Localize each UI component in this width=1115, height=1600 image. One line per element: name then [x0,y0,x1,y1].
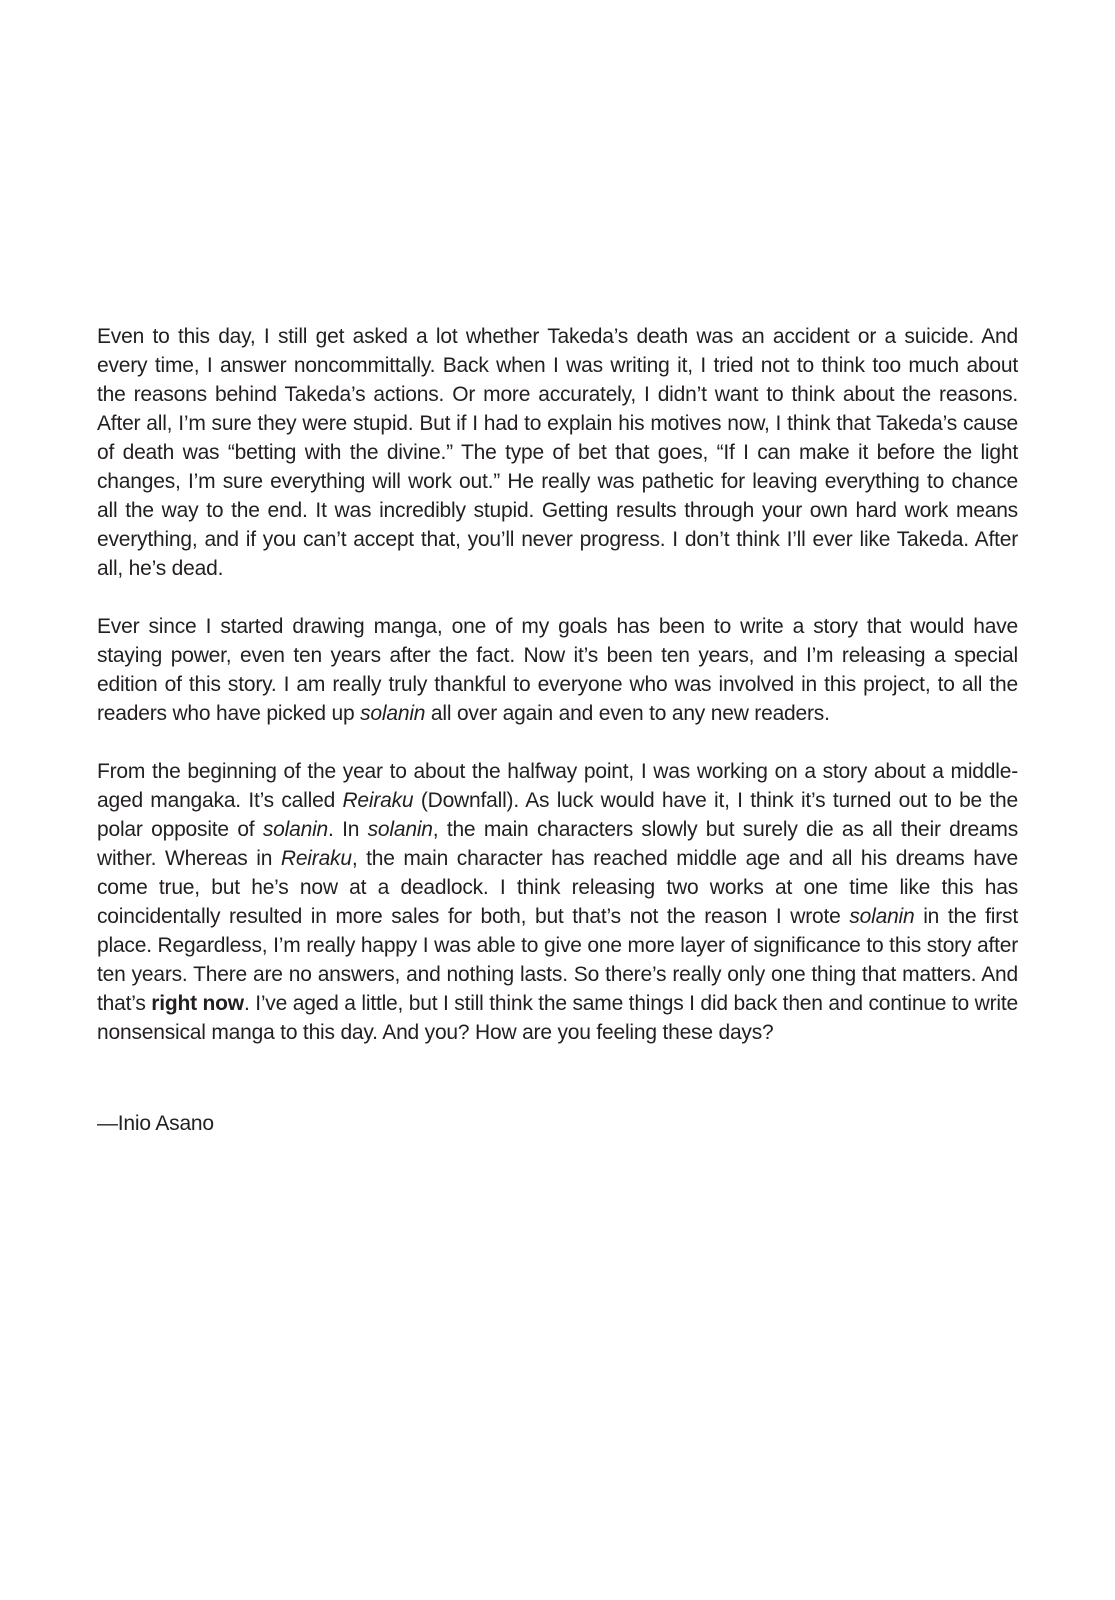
text-segment: (Downfall). As luck would have it, I think it’s turned out to be the polar opposite of [97,789,1019,841]
paragraph [97,322,1018,583]
text-segment-bold: right now [151,992,244,1015]
text-segment-italic: solanin [360,702,426,725]
text-segment: . I’ve aged a little, but I still think the same things I did back then and continue to write nonsensical manga to this day. And you? How are you feeling these days? [97,992,1018,1044]
text-segment-italic: solanin [367,818,433,841]
text-segment: From the beginning of the year to about the halfway point, I was working on a story about a middle-aged mangaka. It’s called [97,760,1018,812]
afterword-paragraphs [97,322,1018,1047]
text-segment-italic: solanin [849,905,915,928]
text-segment: in the first place. Regardless, I’m really happy I was able to give one more layer of significance to this story after ten years. There are no answers, and nothing lasts. So there’s really only one thing that matters. And that’s [97,905,1018,1015]
text-segment: all over again and even to any new readers. [425,702,830,725]
text-segment: , the main characters slowly but surely die as all their dreams wither. Whereas in [97,818,1018,870]
afterword-text [97,322,1018,1138]
text-segment-italic: Reiraku [342,789,414,812]
text-segment: Ever since I started drawing manga, one of my goals has been to write a story that would have staying power, even ten years after the fact. Now it’s been ten years, and I’m releasing a special edition of this story. I am really truly thankful to everyone who was involved in this project, to all the readers who have picked up [97,615,1018,725]
paragraph [97,612,1018,728]
signature: —Inio Asano [97,1112,214,1135]
text-segment-italic: solanin [262,818,329,841]
text-segment: . In [328,818,368,841]
text-segment: Even to this day, I still get asked a lot whether Takeda’s death was an accident or a suicide. And every time, I answer noncommittally. Back when I was writing it, I tried not to think too much about the reasons behind Takeda’s actions. Or more accurately, I didn’t want to think about the reasons. After all, I’m sure they were stupid. But if I had to explain his motives now, I think that Takeda’s cause of death was “betting with the divine.” The type of bet that goes, “If I can make it before the light changes, I’m sure everything will work out.” He really was pathetic for leaving everything to chance all the way to the end. It was incredibly stupid. Getting results through your own hard work means everything, and if you can’t accept that, you’ll never progress. I don’t think I’ll ever like Takeda. After all, he’s dead. [97,325,1018,580]
text-segment: , the main character has reached middle age and all his dreams have come true, but he’s now at a deadlock. I think releasing two works at one time like this has coincidentally resulted in more sales for both, but that’s not the reason I wrote [97,847,1018,928]
paragraph [97,757,1018,1047]
text-segment-italic: Reiraku [280,847,352,870]
